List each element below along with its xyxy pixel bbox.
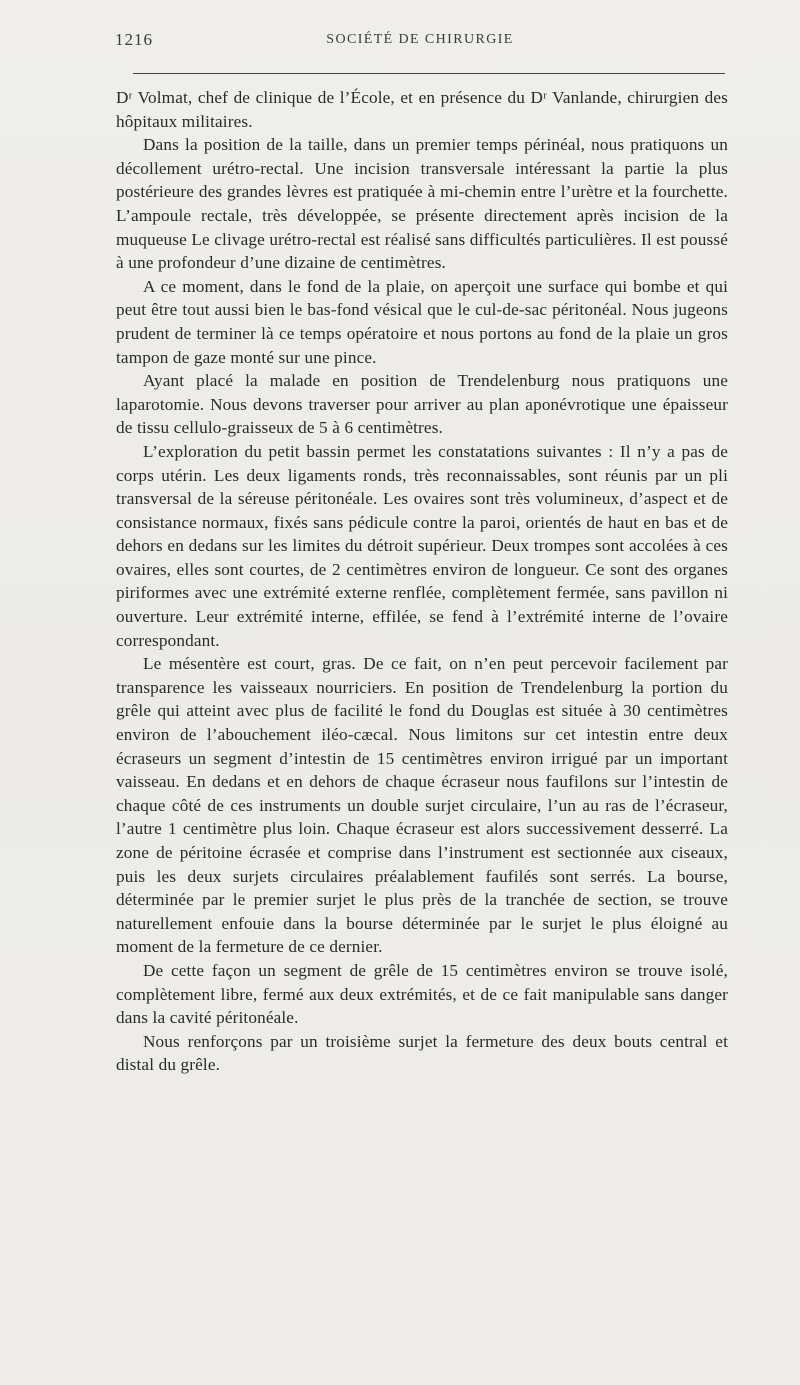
paragraph: Ayant placé la malade en position de Trendelenburg nous pratiquons une laparotomie. Nous devons traverser pour arriver au plan aponévrotique une épaisseur de tissu cellulo-graisseux de 5 à 6 centimètres. (116, 371, 728, 438)
paragraph: Dʳ Volmat, chef de clinique de l’École, et en présence du Dʳ Vanlande, chirurgien des hôpitaux militaires. (116, 88, 728, 131)
paragraph: Nous renforçons par un troisième surjet la fermeture des deux bouts central et distal du grêle. (116, 1031, 728, 1075)
running-title: SOCIÉTÉ DE CHIRURGIE (326, 32, 514, 47)
body-text (116, 86, 728, 1077)
paragraph: De cette façon un segment de grêle de 15 centimètres environ se trouve isolé, complètement libre, fermé aux deux extrémités, et de ce fait manipulable sans danger dans la cavité péritonéale. (116, 960, 728, 1028)
page-number: 1216 (115, 30, 153, 49)
paragraph: Dans la position de la taille, dans un premier temps périnéal, nous pratiquons un décollement urétro-rectal. Une incision transversale intéressant la partie la plus postérieure des grandes lèvres est pratiquée à mi-chemin entre l’urètre et la fourchette. L’ampoule rectale, très développée, se présente directement après incision de la muqueuse Le clivage urétro-rectal est réalisé sans difficultés particulières. Il est poussé à une profondeur d’une dizaine de centimètres. (116, 135, 728, 273)
paragraph: A ce moment, dans le fond de la plaie, on aperçoit une surface qui bombe et qui peut être tout aussi bien le bas-fond vésical que le cul-de-sac péritonéal. Nous jugeons prudent de terminer là ce temps opératoire et nous portons au fond de la plaie un gros tampon de gaze monté sur une pince. (116, 276, 728, 367)
header-rule (133, 73, 725, 74)
paragraph: Le mésentère est court, gras. De ce fait, on n’en peut percevoir facilement par transparence les vaisseaux nourriciers. En position de Trendelenburg la portion du grêle qui atteint avec plus de facilité le fond du Douglas est située à 30 centimètres environ de l’abouchement iléo-cæcal. Nous limitons sur cet intestin entre deux écraseurs un segment d’intestin de 15 centimètres environ irrigué par un important vaisseau. En dedans et en dehors de chaque écraseur nous faufilons sur l’intestin de chaque côté de ces instruments un double surjet circulaire, l’un au ras de l’écraseur, l’autre 1 centimètre plus loin. Chaque écraseur est alors successivement desserré. La zone de péritoine écrasée et comprise dans l’instrument est sectionnée aux ciseaux, puis les deux surjets circulaires préalablement faufilés sont serrés. La bourse, déterminée par le premier surjet le plus près de la tranchée de section, se trouve naturellement enfouie dans la bourse déterminée par le surjet le plus éloigné au moment de la fermeture de ce dernier. (116, 654, 728, 957)
page-header (115, 30, 725, 54)
paragraph: L’exploration du petit bassin permet les constatations suivantes : Il n’y a pas de corps utérin. Les deux ligaments ronds, très reconnaissables, sont réunis par un pli transversal de la séreuse péritonéale. Les ovaires sont très volumineux, d’aspect et de consistance normaux, fixés sans pédicule contre la paroi, orientés de haut en bas et de dehors en dedans sur les limites du détroit supérieur. Deux trompes sont accolées à ces ovaires, elles sont courtes, de 2 centimètres environ de longueur. Ce sont des organes piriformes avec une extrémité externe renflée, complètement fermée, sans pavillon ni ouverture. Leur extrémité interne, effilée, se fend à l’extrémité interne de l’ovaire correspondant. (116, 441, 728, 650)
